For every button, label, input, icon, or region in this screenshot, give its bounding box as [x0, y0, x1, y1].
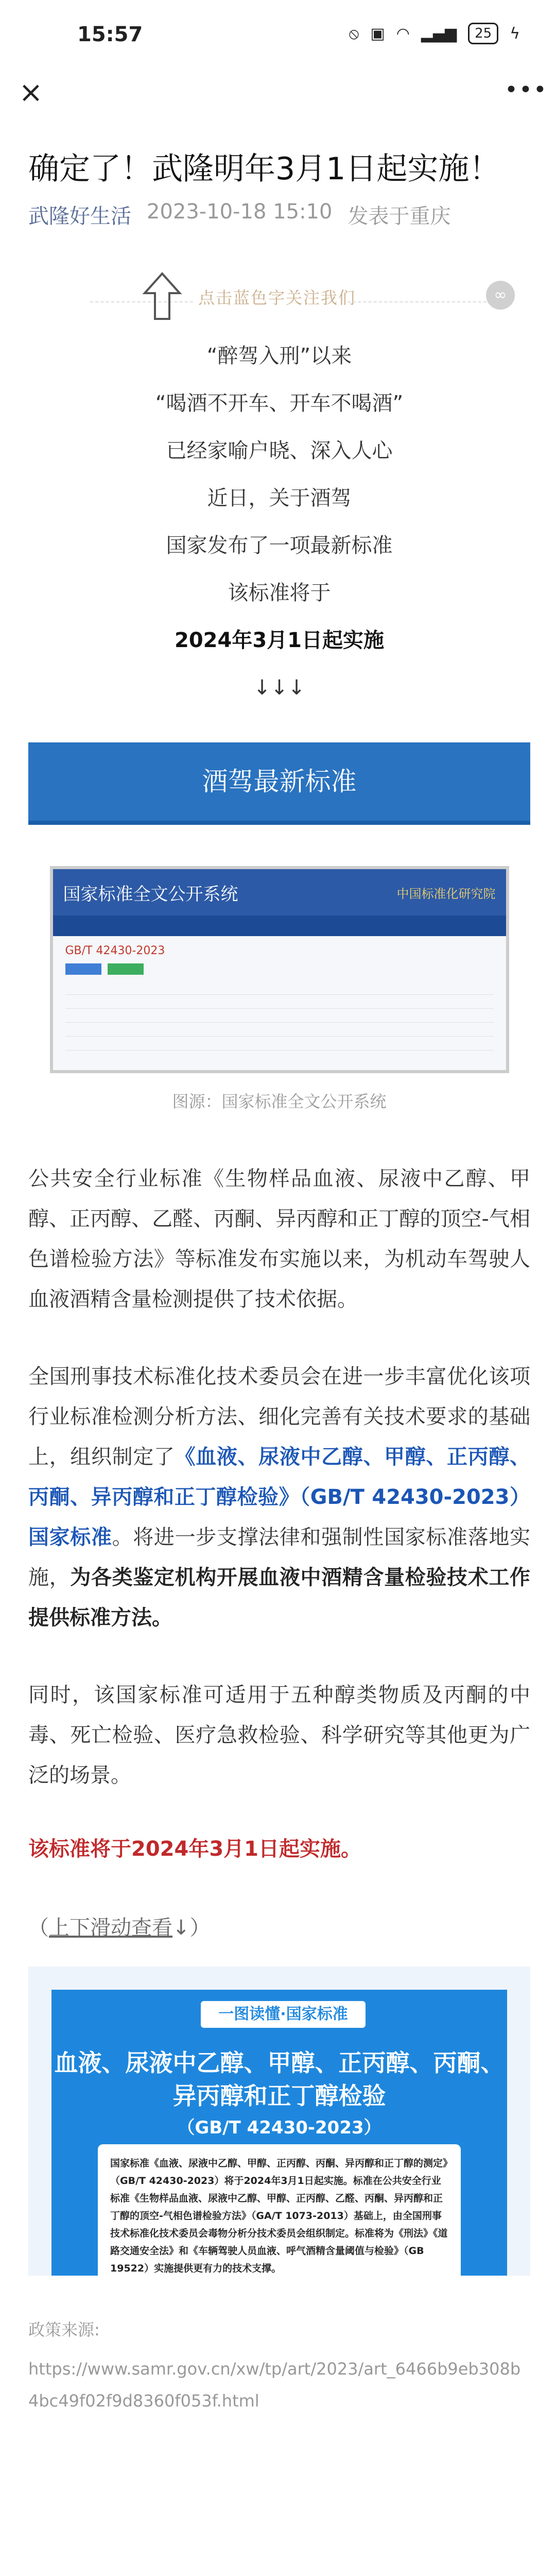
paragraph-2-text: 。将进一步支撑法律和强制性国家标准落地实施， — [28, 1526, 531, 1589]
intro-line: 国家发布了一项最新标准 — [166, 534, 393, 557]
paragraph-3: 同时，该国家标准可适用于五种醇类物质及丙酮的中毒、死亡检验、医疗急救检验、科学研究等其他更为广泛的场景。 — [28, 1683, 530, 1787]
follow-tip-text: 点击蓝色字关注我们 — [198, 288, 356, 308]
figure-header — [53, 869, 506, 916]
figure-row — [65, 1023, 494, 1037]
nav-bar — [0, 62, 556, 124]
intro-lines — [28, 332, 530, 711]
standard-name-highlight: 《血液、尿液中乙醇、甲醇、正丙醇、丙酮、异丙醇和正丁醇检验》（GB/T 42430-2023）国家标准 — [28, 1445, 531, 1549]
scroll-hint-open: （ — [28, 1916, 49, 1940]
paragraph-1: 公共安全行业标准《生物样品血液、尿液中乙醇、甲醇、正丙醇、乙醛、丙酮、异丙醇和正丁醇的顶空-气相色谱检验方法》等标准发布实施以来，为机动车驾驶人血液酒精含量检测提供了技术依据。 — [28, 1167, 530, 1311]
article-meta — [28, 200, 530, 229]
figure-button — [108, 963, 144, 975]
figure-caption: 图源：国家标准全文公开系统 — [172, 1092, 387, 1111]
mute-icon: ⦸ — [349, 24, 359, 43]
intro-line: “醉驾入刑”以来 — [206, 344, 352, 368]
paragraph-2-text: 全国刑事技术标准化技术委员会在进一步丰富优化该项行业标准检测分析方法、细化完善有关技术要求的基础上，组织制定了 — [28, 1365, 530, 1469]
signal-icon: ▂▄▆ — [421, 24, 457, 43]
figure-row — [65, 1009, 494, 1023]
scroll-down-icon: ↓ — [172, 1916, 190, 1940]
author-link[interactable]: 武隆好生活 — [28, 205, 131, 228]
intro-line-date: 2024年3月1日起实施 — [175, 629, 384, 652]
nfc-icon: ▣ — [370, 24, 385, 43]
divider — [348, 301, 492, 302]
scroll-hint — [28, 1911, 530, 1941]
wifi-icon: ◠ — [396, 24, 410, 43]
close-icon[interactable]: × — [19, 76, 43, 109]
follow-tip — [28, 270, 530, 332]
paragraph-2 — [28, 1357, 530, 1638]
figure-body — [53, 936, 506, 1059]
section-banner: 酒驾最新标准 — [28, 742, 530, 825]
status-bar — [0, 0, 556, 62]
status-time: 15:57 — [77, 23, 143, 46]
link-icon[interactable]: ∞ — [486, 281, 515, 310]
figure-button — [65, 963, 101, 975]
status-icons — [349, 23, 520, 44]
intro-line: 已经家喻户晓、深入人心 — [166, 439, 393, 463]
intro-line: 该标准将于 — [228, 581, 331, 605]
article-content — [28, 124, 530, 2417]
paragraph-2-emphasis: 为各类鉴定机构开展血液中酒精含量检验技术工作提供标准方法。 — [28, 1566, 531, 1630]
figure-subheader — [53, 916, 506, 936]
source-label: 政策来源: — [28, 2320, 100, 2340]
poster-title: 血液、尿液中乙醇、甲醇、正丙醇、丙酮、异丙醇和正丁醇检验 — [54, 2049, 505, 2110]
intro-line: 近日，关于酒驾 — [207, 486, 352, 510]
figure-row — [65, 981, 494, 995]
battery-icon: 25 — [468, 23, 498, 44]
scroll-hint-close: ） — [189, 1916, 211, 1940]
figure-buttons — [65, 963, 494, 975]
publish-location: 发表于重庆 — [348, 205, 451, 228]
poster-panel — [51, 1990, 507, 2276]
intro-line: “喝酒不开车、开车不喝酒” — [155, 392, 404, 415]
effective-date-notice: 该标准将于2024年3月1日起实施。 — [28, 1837, 361, 1861]
publish-time: 2023-10-18 15:10 — [147, 200, 333, 224]
more-icon[interactable]: ••• — [505, 77, 548, 103]
figure-row — [65, 995, 494, 1009]
figure-brand: 中国标准化研究院 — [396, 886, 496, 901]
down-arrows: ↓↓↓ — [253, 676, 305, 700]
figure-header-title: 国家标准全文公开系统 — [63, 884, 238, 905]
article-title: 确定了！武隆明年3月1日起实施！ — [28, 151, 500, 187]
source-url[interactable]: https://www.samr.gov.cn/xw/tp/art/2023/art_6466b9eb308b4bc49f02f9d8360f053f.html — [28, 2359, 521, 2411]
poster-tag: 一图读懂·国家标准 — [201, 2001, 366, 2028]
charging-icon: ϟ — [510, 24, 520, 43]
figure-row — [65, 1037, 494, 1050]
standard-system-screenshot[interactable] — [50, 866, 509, 1073]
figure-standard-code: GB/T 42430-2023 — [65, 944, 165, 957]
up-arrow-icon — [142, 270, 183, 322]
scroll-hint-text: 上下滑动查看 — [49, 1916, 172, 1940]
poster-body: 国家标准《血液、尿液中乙醇、甲醇、正丙醇、丙酮、异丙醇和正丁醇的测定》（GB/T 42430-2023）将于2024年3月1日起实施。标准在公共安全行业标准《生物样品血液、尿液中乙醇、甲醇、正丙醇、乙醛、丙酮、异丙醇和正丁醇的顶空-气相色谱检验方法》（GA/T 1073-2013）基础上，由全国刑事技术标准化技术委员会毒物分析分技术委员会组织制定。标准将为《刑法》《道路交通安全法》和《车辆驾驶人员血液、呼气酒精含量阈值与检验》（GB 19522）实施提供更有力的技术支撑。 — [98, 2144, 461, 2276]
poster-code: （GB/T 42430-2023） — [177, 2117, 381, 2138]
infographic-poster[interactable] — [28, 1967, 530, 2276]
